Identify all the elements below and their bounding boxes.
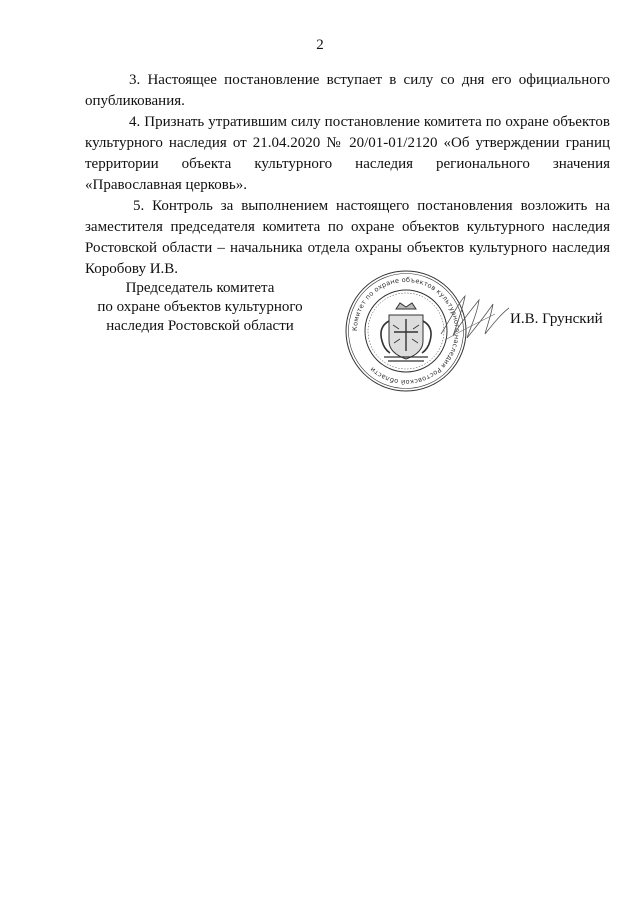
signatory-title <box>80 279 320 336</box>
paragraph-item-3: 3. Настоящее постановление вступает в силу со дня его официального опубликования. <box>85 72 610 109</box>
paragraph-item-4: 4. Признать утратившим силу постановление комитета по охране объектов культурного наследия от 21.04.2020 № 20/01-01/2120 «Об утверждении границ территории объекта культурного наследия регионального значения «Православная церковь». <box>85 114 610 193</box>
signatory-title-line: Председатель комитета <box>125 280 275 296</box>
coat-of-arms-emblem <box>381 303 431 361</box>
handwritten-signature <box>435 290 515 350</box>
signer-name: И.В. Грунский <box>510 311 603 327</box>
seal-ring-text: Комитет по охране объектов культурного наследия Ростовской области <box>350 275 462 387</box>
signatory-title-line: наследия Ростовской области <box>106 318 294 334</box>
document-body <box>85 70 610 280</box>
page-number: 2 <box>316 37 324 53</box>
signatory-title-line: по охране объектов культурного <box>97 299 303 315</box>
paragraph-item-5: 5. Контроль за выполнением настоящего постановления возложить на заместителя председателя комитета по охране объектов культурного наследия Ростовской области – начальника отдела охраны объектов культурного наследия Коробову И.В. <box>85 198 610 277</box>
